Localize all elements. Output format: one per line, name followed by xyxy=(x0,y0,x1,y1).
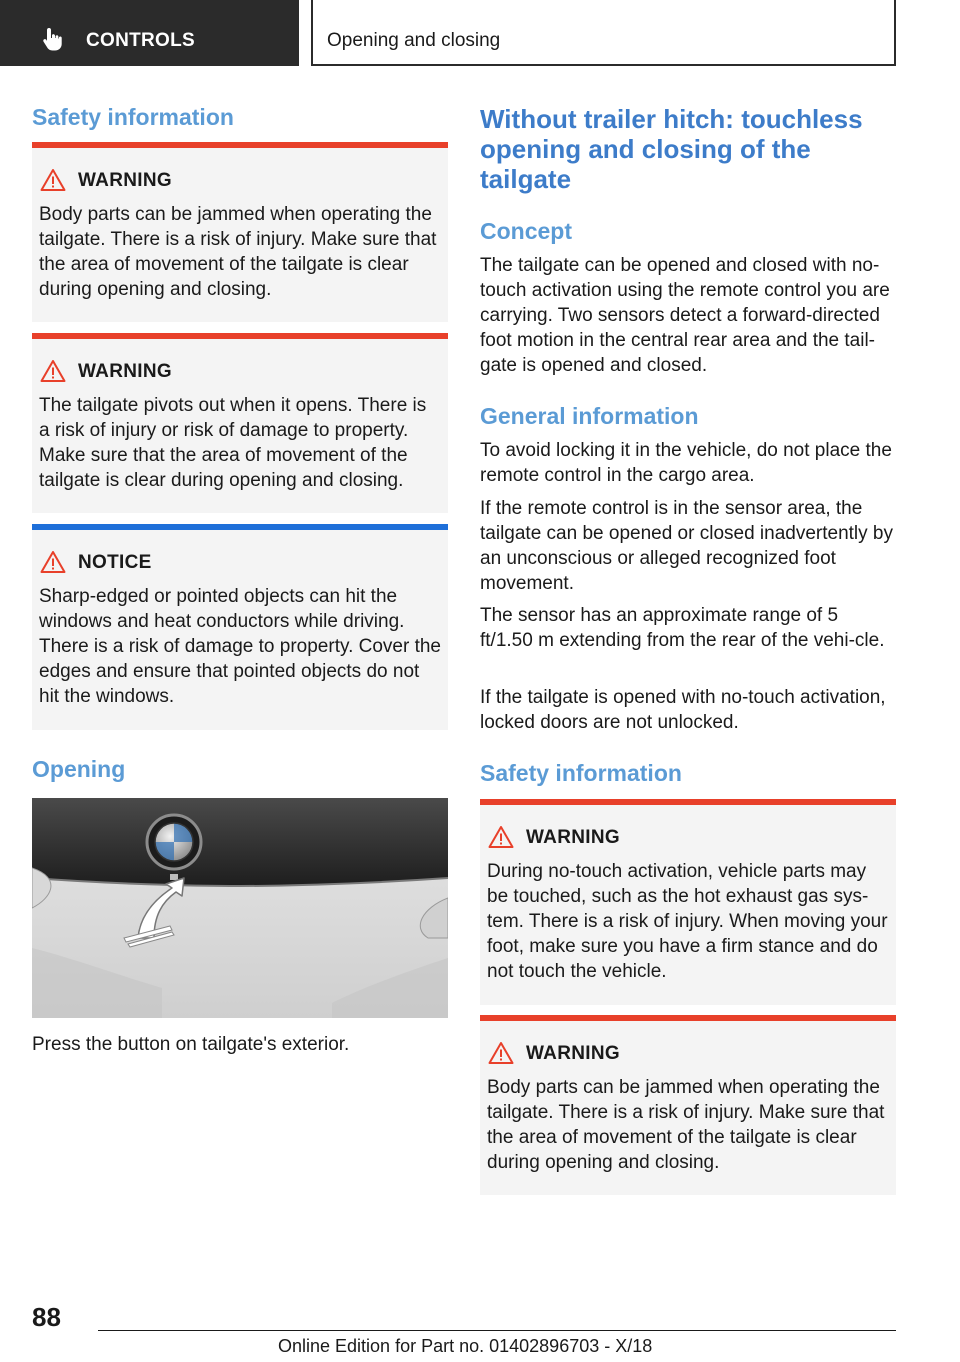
footer-divider xyxy=(98,1330,896,1331)
warning-label: WARNING xyxy=(78,170,172,191)
section-tab xyxy=(0,0,299,66)
concept-heading: Concept xyxy=(480,218,572,244)
safety-information-heading: Safety information xyxy=(32,104,234,130)
general-paragraph: The sensor has an approximate range of 5 ft/1.50 m extending from the rear of the vehi-cle. xyxy=(480,605,885,651)
warning-triangle-icon xyxy=(40,550,66,574)
warning-text: Body parts can be jammed when operating the tailgate. There is a risk of injury. Make sure that the area of movement of the tailgate is clear during opening and closing. xyxy=(39,204,437,300)
warning-triangle-icon xyxy=(488,1041,514,1065)
warning-bar xyxy=(480,799,896,805)
warning-text: During no-touch activation, vehicle parts may be touched, such as the hot exhaust gas sys-tem. There is a risk of injury. When moving your foot, make sure you have a firm stance and do not touch the vehicle. xyxy=(487,861,888,982)
warning-box xyxy=(480,799,896,1005)
notice-label: NOTICE xyxy=(78,552,152,573)
general-paragraph: If the tailgate is opened with no-touch activation, locked doors are not unlocked. xyxy=(480,687,886,733)
general-paragraph: If the remote control is in the sensor area, the tailgate can be opened or closed inadvertently by an unconscious or alleged recognized foot movement. xyxy=(480,498,893,594)
warning-label: WARNING xyxy=(78,361,172,382)
warning-bar xyxy=(32,333,448,339)
warning-box xyxy=(32,142,448,322)
warning-label: WARNING xyxy=(526,827,620,848)
opening-heading: Opening xyxy=(32,756,126,782)
warning-text: The tailgate pivots out when it opens. There is a risk of injury or risk of damage to property. Make sure that the area of movement of the tailgate is clear during opening and closing. xyxy=(39,395,427,491)
warning-triangle-icon xyxy=(40,359,66,383)
notice-box xyxy=(32,524,448,730)
section-title: CONTROLS xyxy=(86,30,196,51)
hand-pointer-icon xyxy=(40,26,66,52)
edition-footer: Online Edition for Part no. 01402896703 - X/18 xyxy=(278,1336,653,1356)
warning-triangle-icon xyxy=(40,168,66,192)
warning-triangle-icon xyxy=(488,825,514,849)
opening-caption: Press the button on tailgate's exterior. xyxy=(32,1034,350,1055)
page-number: 88 xyxy=(32,1302,61,1332)
warning-bar xyxy=(32,142,448,148)
notice-text: Sharp-edged or pointed objects can hit the windows and heat conductors while driving. There is a risk of damage to property. Cover the edges and ensure that pointed objects do not hit the windows. xyxy=(39,586,441,707)
chapter-tab xyxy=(311,0,896,66)
general-information-heading: General information xyxy=(480,403,699,429)
warning-box xyxy=(32,333,448,513)
section-title-touchless: Without trailer hitch: touchless opening and closing of the tailgate xyxy=(480,104,863,194)
chapter-title: Opening and closing xyxy=(327,30,501,51)
tailgate-button-photo xyxy=(32,798,448,1018)
warning-bar xyxy=(480,1015,896,1021)
tailgate-illustration xyxy=(32,798,448,1018)
safety-information-heading: Safety information xyxy=(480,760,682,786)
warning-label: WARNING xyxy=(526,1043,620,1064)
page-header xyxy=(0,0,960,66)
general-paragraph: To avoid locking it in the vehicle, do not place the remote control in the cargo area. xyxy=(480,440,892,486)
warning-text: Body parts can be jammed when operating the tailgate. There is a risk of injury. Make sure that the area of movement of the tailgate is clear during opening and closing. xyxy=(487,1077,885,1173)
concept-text: The tailgate can be opened and closed with no-touch activation using the remote control you are carrying. Two sensors detect a forward-directed foot motion in the central rear area and the tail-gate is opened and closed. xyxy=(480,255,890,376)
notice-bar xyxy=(32,524,448,530)
warning-box xyxy=(480,1015,896,1195)
